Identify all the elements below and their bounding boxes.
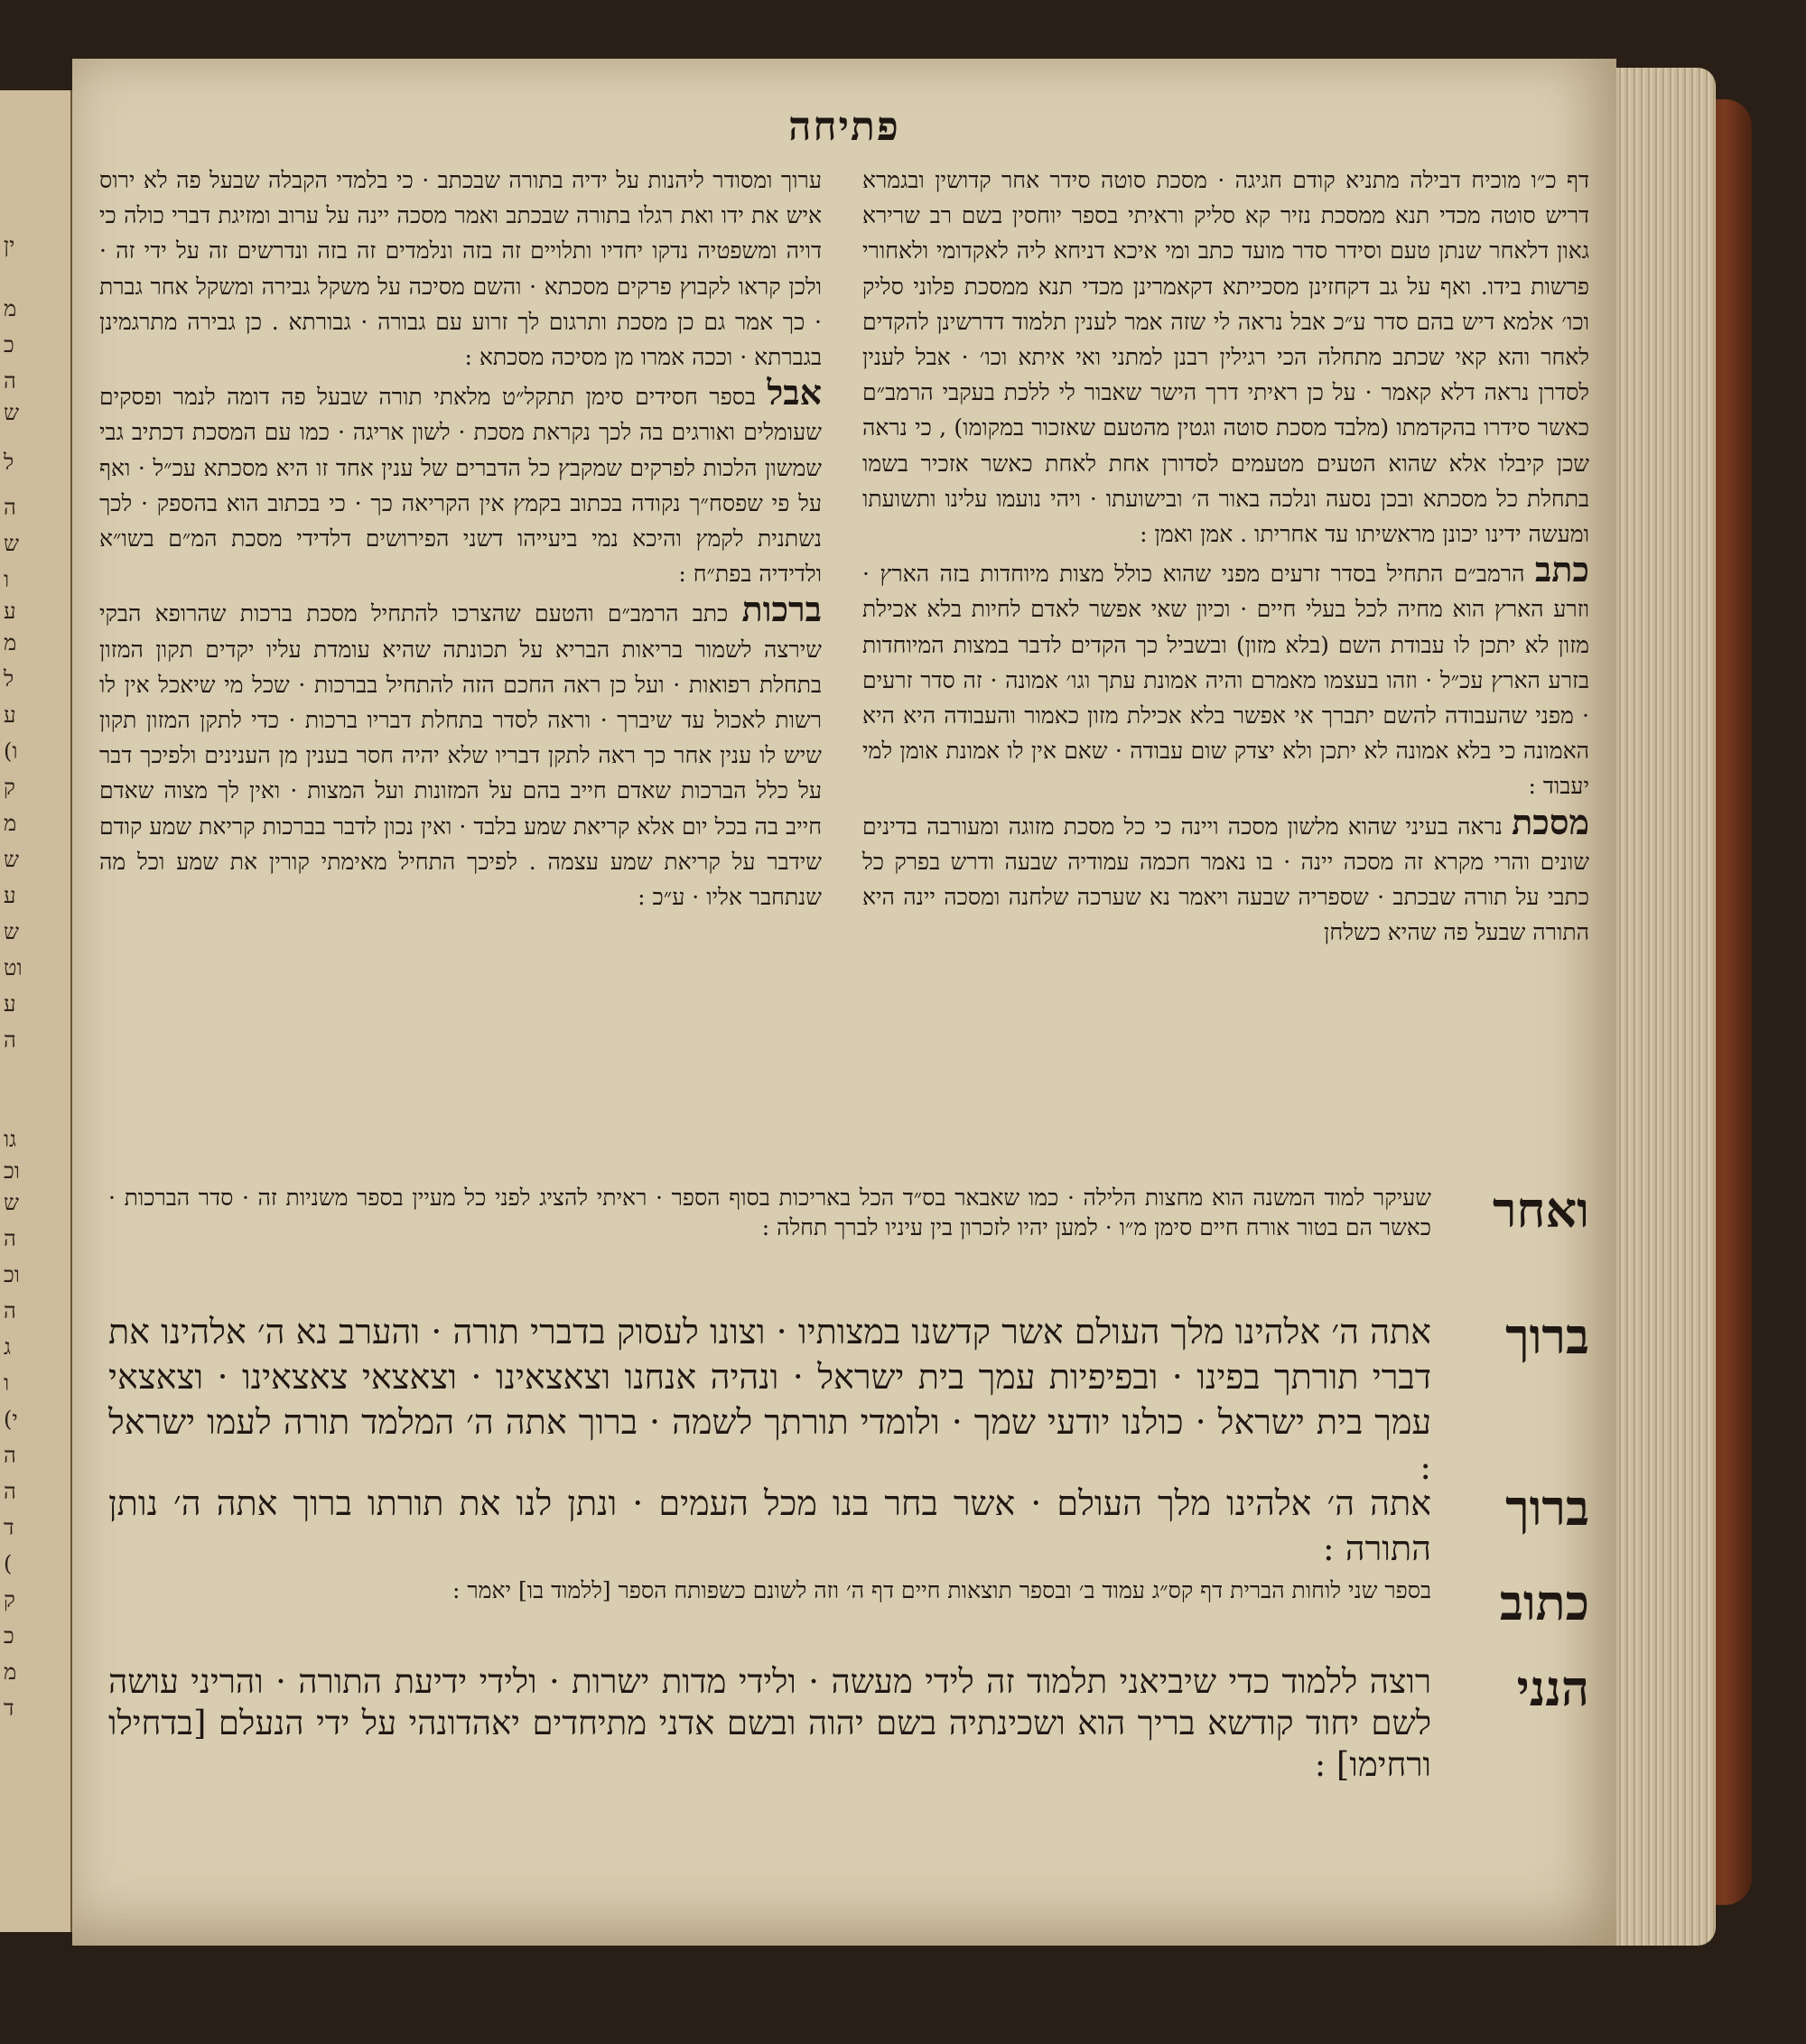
section-heading: הנני — [1516, 1659, 1589, 1717]
margin-fragment: ש — [4, 531, 19, 556]
left-column — [99, 163, 822, 915]
margin-fragment: ל — [4, 666, 14, 692]
margin-fragment: ע — [4, 991, 16, 1017]
para-text: נראה בעיני שהוא מלשון מסכה ויינה כי כל מסכת מזוגה ומעורבה בדינים שונים והרי מקרא זה מסכה יינה · בו נאמר חכמה עמודיה שבעה ודרש בפרק כל כתבי על תורה שבכתב · שספריה שבעה ויאמר נא שערכה שלחנה ומסכה יינה היא התורה שבעל פה שהיא כשלחן — [862, 813, 1589, 946]
margin-fragment: מ — [4, 296, 17, 321]
margin-fragment: ע — [4, 702, 16, 728]
margin-fragment: ש — [4, 1190, 19, 1215]
margin-fragment: ה — [4, 495, 16, 520]
section-text: רוצה ללמוד כדי שיביאני תלמוד זה לידי מעשה · ולידי מדות ישרות · ולידי ידיעת התורה · והריני עושה לשם יחוד קודשא בריך הוא ושכינתיה בשם יהוה ובשם אדני מתיחדים יאהדונהי על ידי הנעלם [בדחילו ורחימו] : — [108, 1662, 1431, 1784]
margin-fragment: וכ — [4, 1158, 20, 1184]
left-para-3 — [99, 591, 822, 915]
section-text: שעיקר למוד המשנה הוא מחצות הלילה · כמו שאבאר בס״ד הכל באריכות בסוף הספר · ראיתי להציג לפני כל מעיין בספר משניות זה · סדר הברכות · כאשר הם בטור אורח חיים סימן מ״ו · למען יהיו לזכרון בין עיניו לברך תחלה : — [108, 1185, 1431, 1240]
margin-fragment: ק — [4, 775, 15, 800]
margin-fragment: ע — [4, 599, 16, 624]
margin-fragment: וט — [4, 955, 23, 980]
margin-fragment: ו — [4, 567, 10, 592]
margin-fragment: כ — [4, 1623, 14, 1649]
margin-fragment: מ — [4, 811, 17, 836]
margin-fragment: ע — [4, 883, 16, 908]
section-text: אתה ה׳ אלהינו מלך העולם · אשר בחר בנו מכל העמים · ונתן לנו את תורתו ברוך אתה ה׳ נותן התורה : — [108, 1483, 1431, 1568]
margin-fragment: ( — [4, 1551, 13, 1576]
margin-fragment: ה — [4, 1226, 16, 1251]
margin-fragment: ש — [4, 919, 19, 944]
margin-fragment: מ — [4, 630, 17, 655]
left-page-edge — [0, 90, 74, 1932]
right-para-1: דף כ״ו מוכיח דבילה מתניא קודם חגיגה · מסכת סוטה סידר אחר קדושין ובגמרא דריש סוטה מכדי תנא ממסכת נזיר קא סליק וראיתי בספר יוחסין בשם רב שרירא גאון דלאחר שנתן טעם וסידר סדר מועד כתב ומי איכא דניחא ליה לאקדומי ולאחורי פרשות בידו. ואף על גב דקחזינן מסכייתא דקאמרינן מכדי תנא ממסכת פלוני סליק וכו׳ אלמא דיש בהם סדר ע״כ אבל נראה לי שזה אמר לענין תלמוד דדרשינן להקדים לאחר והא קאי שכתב מתחלה הכי רגילין רבנן למתני ואי איתא וכו׳ · אבל לענין לסדרן נראה דלא קאמר · על כן ראיתי דרך הישר שאבור לי ללכת בעקבי הרמב״ם כאשר סידרו בהקדמתו (מלבד מסכת סוטה וגטין מהטעם שאזכור במקומו) , כי נראה שכן קיבלו אלא שהוא הטעים מטעמים לסדורן אחת לאחת כאשר אזכיר בשמו בתחלת כל מסכתא ובכן נסעה ונלכה באור ה׳ ובישועתו · ויהי נועמו עלינו ותשועתו ומעשה ידינו יכונן מראשיתו עד אחריתו . אמן ואמן : — [862, 167, 1589, 548]
margin-fragment: ד — [4, 1696, 14, 1721]
section-hineni — [108, 1661, 1589, 1786]
margin-fragment: מ — [4, 1659, 17, 1685]
right-column — [862, 163, 1589, 950]
right-para-2 — [862, 549, 1589, 804]
para-text: כתב הרמב״ם והטעם שהצרכו להתחיל מסכת ברכות שהרופא הבקי שירצה לשמור בריאות הבריא על תכונתה שהיא עומדת עליו יקדים תקון המזון בתחלת רפואות · ועל כן ראה החכם הזה להתחיל בברכות · שכל מי שיאכל אין לו רשות לאכול עד שיברך · וראה לסדר בתחלת דבריו ברכות · כדי לתקן המזון תקון שיש לו ענין אחר כך ראה לתקן דבריו שלא יהיה חסר בענין מן הענינים ולפיכך דבר על כלל הברכות שאדם חייב בהם על המזונות ועל המצות · ואין לך מצוה שאדם חייב בה בכל יום אלא קריאת שמע בלבד · ואין נכון לדבר בברכות קריאת שמע קודם שידבר על קריאת שמע עצמה . לפיכך התחיל מאימתי קורין את שמע וכל מה שנתחבר אליו · ע״כ : — [99, 600, 822, 911]
section-blessing-2 — [108, 1481, 1589, 1571]
right-para-3 — [862, 801, 1589, 951]
margin-fragment: גו — [4, 1127, 17, 1152]
section-text: אתה ה׳ אלהינו מלך העולם אשר קדשנו במצותיו · וצונו לעסוק בדברי תורה · והערב נא ה׳ אלהינו את דברי תורתך בפינו · ובפיפיות עמך בית ישראל · ונהיה אנחנו וצאצאינו · וצאצאי צאצאינו · וצאצאי עמך בית ישראל · כולנו יודעי שמך · ולומדי תורתך לשמה · ברוך אתה ה׳ המלמד תורה לעמו ישראל : — [108, 1312, 1431, 1487]
margin-fragment: ה — [4, 1298, 16, 1324]
margin-fragment: ל — [4, 450, 14, 475]
section-heading: ברוך — [1505, 1479, 1589, 1537]
page-title: פתיחה — [788, 104, 900, 150]
margin-fragment: (י — [4, 1407, 18, 1432]
section-heading: ואחר — [1493, 1181, 1589, 1239]
section-heading: ברוך — [1505, 1307, 1589, 1365]
margin-fragment: ש — [4, 400, 19, 425]
margin-fragment: ה — [4, 368, 16, 394]
para-heading: מסכת — [1512, 801, 1589, 842]
margin-fragment: ק — [4, 1587, 15, 1612]
margin-fragment: ין — [4, 233, 15, 258]
margin-fragment: ו — [4, 1370, 10, 1396]
section-katuv — [108, 1574, 1589, 1631]
margin-fragment: (ו — [4, 739, 18, 764]
page-edges — [1616, 68, 1716, 1946]
margin-fragment: כ — [4, 332, 14, 358]
section-blessing-1 — [108, 1309, 1589, 1490]
para-heading: כתב — [1534, 549, 1589, 590]
margin-fragment: וכ — [4, 1262, 20, 1287]
section-veachar — [108, 1183, 1589, 1242]
para-text: הרמב״ם התחיל בסדר זרעים מפני שהוא כולל מצות מיוחדות בזה הארץ · וזרע הארץ הוא מחיה לכל בעלי חיים · וכיון שאי אפשר לאדם לחיות בלא אכילת מזון לא יתכן לו עבודת השם (בלא מזון) ובשביל כך הקדים לדבר במצות המיוחדות בזרע הארץ עכ״ל · וזהו בעצמו מאמרם והיה אמונת עתך וגו׳ אמונה · זה סדר זרעים · מפני שהעבודה להשם יתברך אי אפשר בלא אכילת מזון כאמור והעבודה היא היא האמונה כי בלא אמונה לא יתכן ולא יצדק שום עבודה · שאם אין לו אמונת אומן למי יעבוד : — [862, 561, 1589, 800]
left-para-1: ערוך ומסודר ליהנות על ידיה בתורה שבכתב · כי בלמדי הקבלה שבעל פה לא ירוס איש את ידו ואת רגלו בתורה שבכתב ואמר מסכה יינה על ערוב ומזיגת דברי כולה כי דויה ומשפטיה נדקו יחדיו ותלויים זה בזה ונלמדים זה בזה ונדרשים זה על ידי זה · ולכן קראו לקבוץ פרקים מסכתא · והשם מסיכה על משקל גבירה ומשקל אחר גברת · כך אמר גם כן מסכת ותרגום לך זרוע עם גבורה · גבורתא . כן גבירה מתרגמינן בגברתא · וככה אמרו מן מסיכה מסכתא : — [99, 167, 822, 371]
para-text: בספר חסידים סימן תתקל״ט מלאתי תורה שבעל פה דומה לנמר ופסקים שעומלים ואורגים בה לכך נקראת מסכת · לשון אריגה · כמו עם המסכת דכתיב גבי שמשון הלכות לפרקים שמקבץ כל הדברים של ענין אחד זו היא מסכתא עכ״ל · ואף על פי שפסח״ך נקודה בכתוב בקמץ אין הקריאה כך · כי בכתוב הוא בהספק · לכך נשתנית לקמץ והיכא נמי ביעייהו דשני הפירושים דלדידי מסכת המ״ם בשו״א ולדידיה בפת״ח : — [99, 384, 822, 588]
left-para-2 — [99, 372, 822, 591]
margin-fragment: ד — [4, 1515, 14, 1540]
section-heading: כתוב — [1499, 1574, 1589, 1631]
margin-fragment: ש — [4, 847, 19, 872]
margin-fragment: ה — [4, 1027, 16, 1053]
margin-fragment: ה — [4, 1443, 16, 1468]
section-text: בספר שני לוחות הברית דף קס״ג עמוד ב׳ ובספר תוצאות חיים דף ה׳ וזה לשונם כשפותח הספר [ללמוד בו] יאמר : — [452, 1577, 1431, 1603]
margin-fragment: ה — [4, 1479, 16, 1504]
margin-fragment: ג — [4, 1334, 11, 1360]
book-page — [72, 59, 1616, 1946]
para-heading: אבל — [767, 372, 822, 413]
para-heading: ברכות — [741, 589, 822, 630]
